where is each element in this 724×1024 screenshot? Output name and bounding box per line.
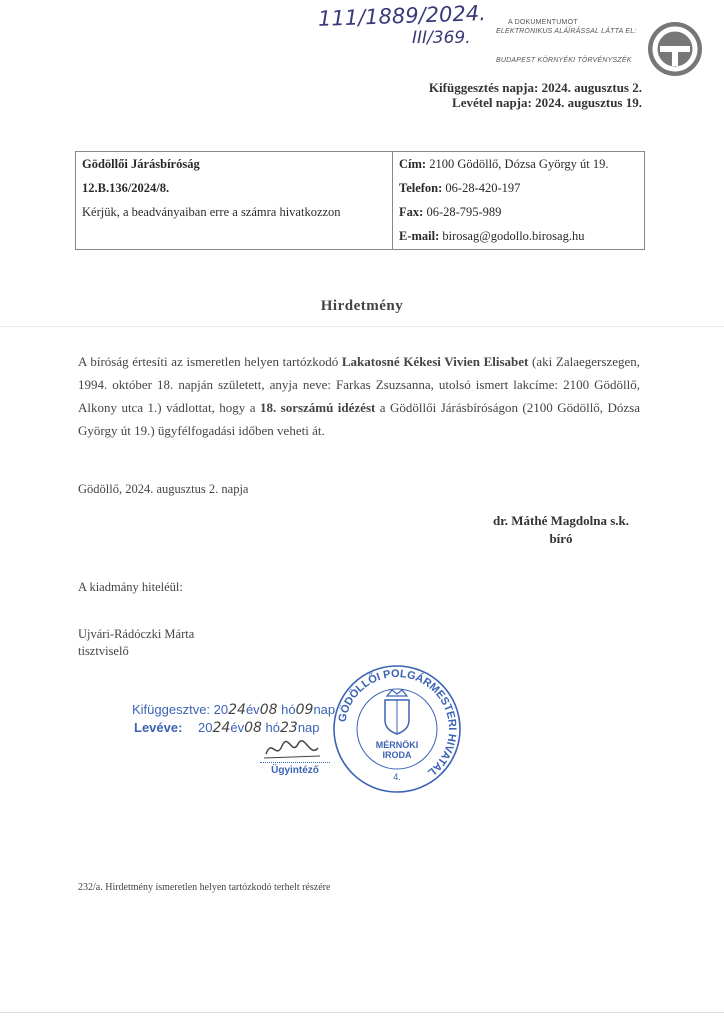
stamp-removed-row xyxy=(134,720,320,736)
body-part-a: A bíróság értesíti az ismeretlen helyen tartózkodó xyxy=(78,354,342,369)
judge-role: bíró xyxy=(549,531,573,546)
email-value: birosag@godollo.birosag.hu xyxy=(442,229,585,243)
phone-label: Telefon: xyxy=(399,181,443,195)
e-sign-line2: ELEKTRONIKUS ALÁÍRÁSSAL LÁTTA EL: xyxy=(496,28,637,35)
e-sign-line1: A DOKUMENTUMOT xyxy=(508,19,578,26)
fax-row xyxy=(399,203,638,222)
clerk-name: Ujvári-Rádóczki Márta xyxy=(78,627,195,641)
stamp-removed-year: 24 xyxy=(212,720,231,736)
stamp-removed-label: Levéve: xyxy=(134,720,183,735)
fax-value: 06-28-795-989 xyxy=(426,205,502,219)
stamp-removed-day: 23 xyxy=(280,720,298,736)
handwritten-ref-bottom: III/369. xyxy=(412,28,471,48)
email-row xyxy=(399,227,638,246)
stamp-clerk-label: Ügyintéző xyxy=(260,762,330,776)
reference-note: Kérjük, a beadványaiban erre a számra hivatkozzon xyxy=(82,205,341,219)
stamp-removed-prefix: 20 xyxy=(198,720,213,735)
court-info-table xyxy=(75,151,645,250)
stamp-posted-row xyxy=(132,702,335,718)
address-value: 2100 Gödöllő, Dózsa György út 19. xyxy=(429,157,609,171)
stamp-posted-ev: év xyxy=(245,702,260,717)
summons-number: 18. sorszámú idézést xyxy=(259,400,376,415)
place-date: Gödöllő, 2024. augusztus 2. napja xyxy=(78,482,249,496)
notice-body xyxy=(78,350,640,442)
stamp-signature-icon xyxy=(262,736,322,762)
defendant-name: Lakatosné Kékesi Vivien Elisabet xyxy=(341,354,529,369)
round-stamp-text: GÖDÖLLŐI POLGÁRMESTERI HIVATAL xyxy=(336,667,459,779)
e-sign-stamp xyxy=(496,18,646,65)
scan-line xyxy=(0,326,724,327)
coat-of-arms-icon xyxy=(385,690,409,734)
clerk-role: tisztviselő xyxy=(78,644,129,658)
round-stamp-number: 4. xyxy=(393,772,401,782)
phone-value: 06-28-420-197 xyxy=(445,181,521,195)
stamp-posted-year: 24 xyxy=(228,702,246,718)
court-logo-icon xyxy=(646,20,704,78)
clerk-block xyxy=(78,626,194,660)
address-label: Cím: xyxy=(399,157,427,171)
posting-stamp xyxy=(132,698,347,788)
case-info-cell xyxy=(76,152,393,250)
stamp-posted-label: Kifüggesztve: 20 xyxy=(132,702,229,717)
judge-signature xyxy=(480,512,642,548)
court-name: Gödöllői Járásbíróság xyxy=(82,157,200,171)
address-row xyxy=(399,155,638,174)
fax-label: Fax: xyxy=(399,205,424,219)
round-stamp-inner2: IRODA xyxy=(382,750,412,760)
body-part-b: (aki Zalaegerszegen, 1994. október 18. napján született, anyja neve: Farkas Zsuzsanna, utolsó ismert lakcíme: 2100 Gödöllő, Alkony utca 1.) vádlottat, hogy a xyxy=(78,354,640,415)
body-part-c: a Gödöllői Járásbíróságon (2100 Gödöllő, Dózsa György út 19.) ügyfélfogadási időben veheti át. xyxy=(78,400,640,438)
contact-info-cell xyxy=(393,152,645,250)
stamp-removed-ho: hó xyxy=(265,720,280,735)
phone-row xyxy=(399,179,638,198)
stamp-removed-month: 08 xyxy=(244,720,262,736)
removed-date: Levétel napja: 2024. augusztus 19. xyxy=(452,95,642,110)
handwritten-ref-top: 111/1889/2024. xyxy=(317,1,487,31)
municipal-round-stamp xyxy=(330,662,464,796)
page-title: Hirdetmény xyxy=(320,298,404,314)
round-stamp-inner1: MÉRNÖKI xyxy=(375,740,419,750)
case-number: 12.B.136/2024/8. xyxy=(82,181,170,195)
issued-label: A kiadmány hiteléül: xyxy=(78,580,183,594)
stamp-posted-month: 08 xyxy=(259,702,278,718)
email-label: E-mail: xyxy=(399,229,440,243)
stamp-posted-nap: nap xyxy=(313,702,336,717)
stamp-posted-ho: hó xyxy=(281,702,296,717)
e-sign-line3: BUDAPEST KÖRNYÉKI TÖRVÉNYSZÉK xyxy=(496,57,632,64)
bottom-scan-line xyxy=(0,1012,724,1013)
stamp-posted-day: 09 xyxy=(295,702,314,718)
stamp-removed-ev: év xyxy=(230,720,245,735)
judge-name: dr. Máthé Magdolna s.k. xyxy=(492,513,630,528)
stamp-removed-nap: nap xyxy=(297,720,320,735)
form-footer: 232/a. Hirdetmény ismeretlen helyen tartózkodó terhelt részére xyxy=(78,882,331,893)
posted-date: Kifüggesztés napja: 2024. augusztus 2. xyxy=(428,80,642,95)
posting-dates xyxy=(429,80,642,110)
